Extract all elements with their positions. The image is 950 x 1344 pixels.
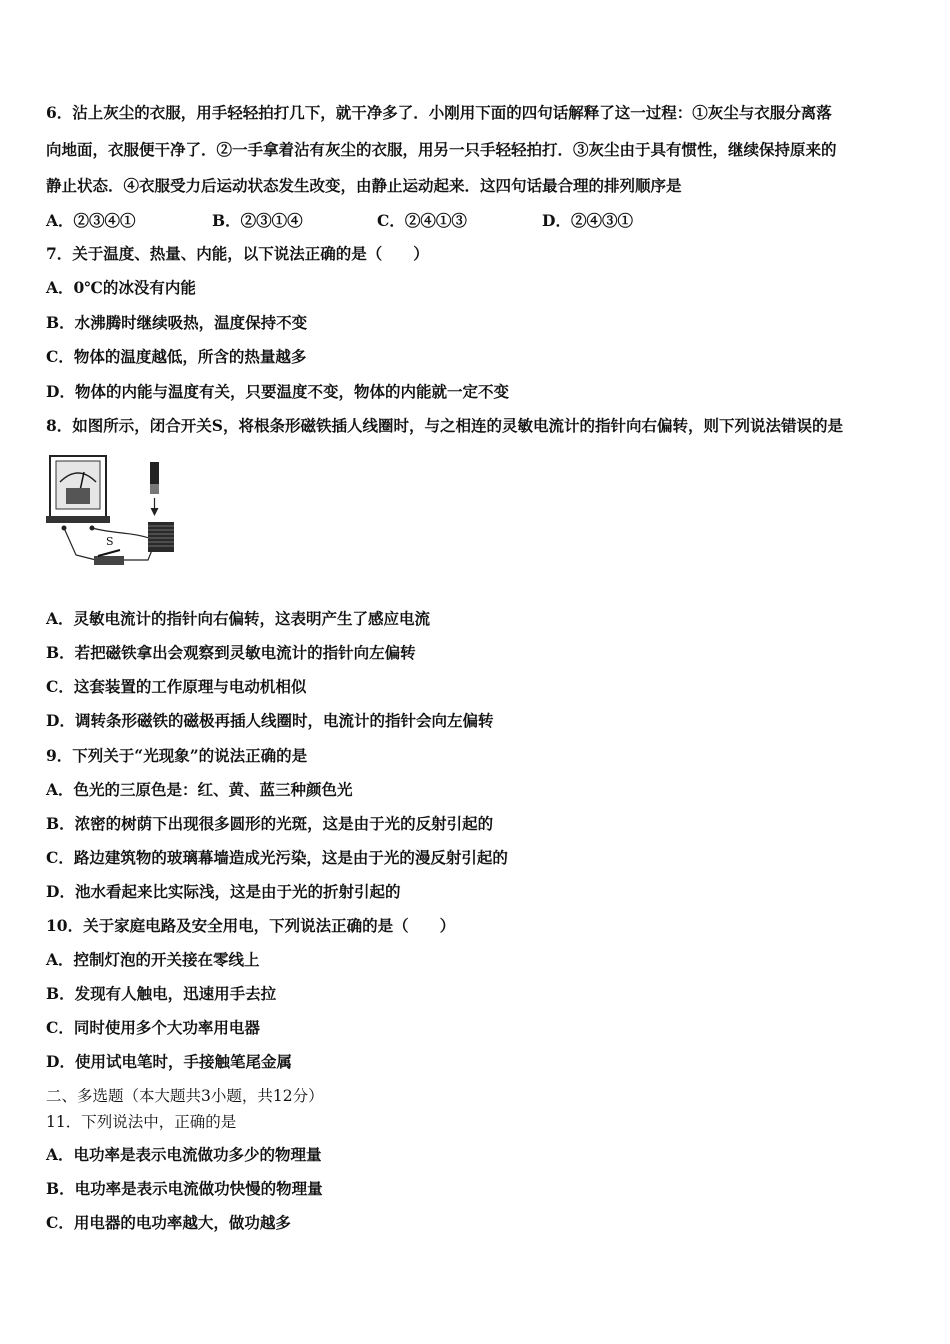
q6-option-d: D．②④③① [542, 211, 633, 230]
circuit-diagram [44, 452, 184, 580]
galvanometer-base [46, 516, 110, 523]
q7-option-c: C．物体的温度越低，所含的热量越多 [46, 347, 307, 366]
wire-to-coil-top [92, 528, 154, 540]
coil [148, 522, 174, 552]
q7-option-b: B．水沸腾时继续吸热，温度保持不变 [46, 313, 308, 332]
q9-stem: 9．下列关于“光现象”的说法正确的是 [46, 746, 308, 765]
q8-option-b: B．若把磁铁拿出会观察到灵敏电流计的指针向左偏转 [46, 643, 416, 662]
bar-magnet-pole [150, 484, 159, 494]
q11-option-a: A．电功率是表示电流做功多少的物理量 [46, 1145, 322, 1164]
q8-option-a: A．灵敏电流计的指针向右偏转，这表明产生了感应电流 [46, 609, 431, 628]
q6-option-a: A．②③④① [46, 211, 136, 230]
q9-option-c: C．路边建筑物的玻璃幕墙造成光污染，这是由于光的漫反射引起的 [46, 848, 508, 867]
q10-option-c: C．同时使用多个大功率用电器 [46, 1018, 260, 1037]
switch-lever [98, 550, 120, 556]
q9-option-b: B．浓密的树荫下出现很多圆形的光斑，这是由于光的反射引起的 [46, 814, 494, 833]
q7-option-d: D．物体的内能与温度有关，只要温度不变，物体的内能就一定不变 [46, 382, 509, 401]
wire-to-switch [64, 528, 96, 560]
q10-stem: 10．关于家庭电路及安全用电，下列说法正确的是（ ） [46, 916, 456, 935]
q6-options-row [46, 209, 906, 231]
galvanometer-coil-figure [44, 452, 184, 580]
q11-option-b: B．电功率是表示电流做功快慢的物理量 [46, 1179, 323, 1198]
q8-option-c: C．这套装置的工作原理与电动机相似 [46, 677, 307, 696]
q10-option-d: D．使用试电笔时，手接触笔尾金属 [46, 1052, 292, 1071]
q11-option-c: C．用电器的电功率越大，做功越多 [46, 1213, 291, 1232]
q8-stem: 8．如图所示，闭合开关S，将根条形磁铁插人线圈时，与之相连的灵敏电流计的指针向右偏转，则下列说法错误的是 [46, 416, 843, 435]
insert-arrow-head [151, 508, 159, 516]
q9-option-d: D．池水看起来比实际浅，这是由于光的折射引起的 [46, 882, 401, 901]
q8-option-d: D．调转条形磁铁的磁极再插人线圈时，电流计的指针会向左偏转 [46, 711, 494, 730]
q7-stem: 7．关于温度、热量、内能，以下说法正确的是（ ） [46, 244, 429, 263]
q10-option-a: A．控制灯泡的开关接在零线上 [46, 950, 260, 969]
galvanometer-magnet [66, 488, 90, 504]
switch-label: S [106, 535, 114, 548]
q11-stem: 11．下列说法中，正确的是 [46, 1113, 237, 1131]
wire-coil-to-switch [122, 550, 152, 560]
switch-base [94, 556, 124, 565]
q6-text-line-3: 静止状态．④衣服受力后运动状态发生改变，由静止运动起来．这四句话最合理的排列顺序是 [46, 176, 682, 195]
q9-option-a: A．色光的三原色是：红、黄、蓝三种颜色光 [46, 780, 353, 799]
q7-option-a: A．0℃的冰没有内能 [46, 278, 196, 297]
section-heading: 二、多选题（本大题共3小题，共12分） [46, 1087, 324, 1105]
q10-option-b: B．发现有人触电，迅速用手去拉 [46, 984, 277, 1003]
q6-text-line-1: 6．沾上灰尘的衣服，用手轻轻拍打几下，就干净多了．小刚用下面的四句话解释了这一过程：①灰尘与衣服分离落 [46, 103, 832, 122]
q6-option-c: C．②④①③ [377, 211, 467, 230]
q6-option-b: B．②③①④ [212, 211, 303, 230]
q6-text-line-2: 向地面，衣服便干净了．②一手拿着沾有灰尘的衣服，用另一只手轻轻拍打．③灰尘由于具有惯性，继续保持原来的 [46, 140, 837, 159]
